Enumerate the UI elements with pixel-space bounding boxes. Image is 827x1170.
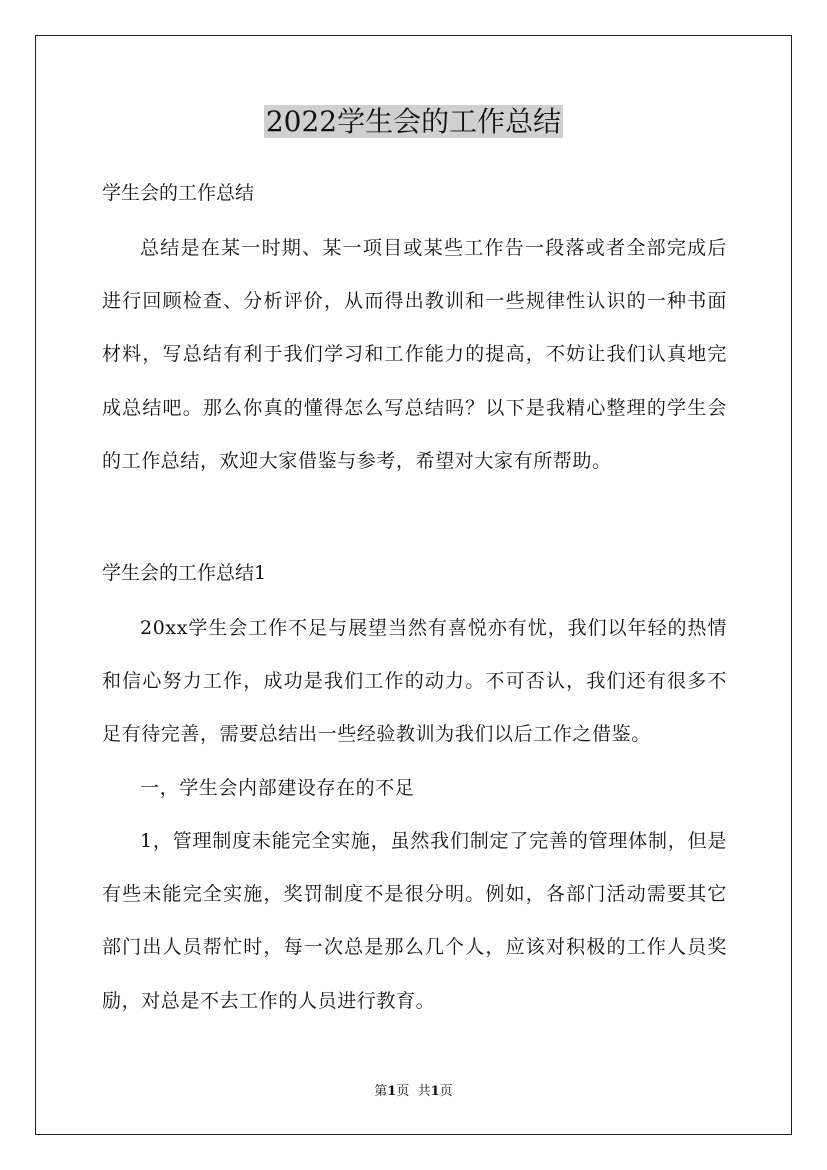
page-label-suffix: 页 [396,1084,410,1099]
intro-heading: 学生会的工作总结 [102,182,255,204]
page-label-prefix: 第 [374,1084,388,1099]
total-pages: 1 [430,1084,440,1099]
intro-paragraph: 总结是在某一时期、某一项目或某些工作告一段落或者全部完成后进行回顾检查、分析评价，从而得出教训和一些规律性认识的一种书面材料，写总结有利于我们学习和工作能力的提高，不妨让我们认真地完成总结吧。那么你真的懂得怎么写总结吗？以下是我精心整理的学生会的工作总结，欢迎大家借鉴与参考，希望对大家有所帮助。 [102,237,727,472]
page-number: 1 [387,1084,397,1099]
section1-paragraph: 20xx学生会工作不足与展望当然有喜悦亦有忧，我们以年轻的热情和信心努力工作，成功是我们工作的动力。不可否认，我们还有很多不足有待完善，需要总结出一些经验教训为我们以后工作之借鉴。 [102,617,727,746]
document-title [0,100,827,144]
document-title-text: 2022学生会的工作总结 [265,105,562,138]
total-label-suffix: 页 [439,1084,453,1099]
point1-paragraph: 1，管理制度未能完全实施，虽然我们制定了完善的管理体制，但是有些未能完全实施，奖罚制度不是很分明。例如，各部门活动需要其它部门出人员帮忙时，每一次总是那么几个人，应该对积极的工作人员奖励，对总是不去工作的人员进行教育。 [102,830,727,1012]
total-label-prefix: 共 [417,1084,431,1099]
page-footer [0,1084,827,1100]
section1-heading: 学生会的工作总结1 [102,562,267,584]
subsection-heading: 一，学生会内部建设存在的不足 [140,777,415,799]
